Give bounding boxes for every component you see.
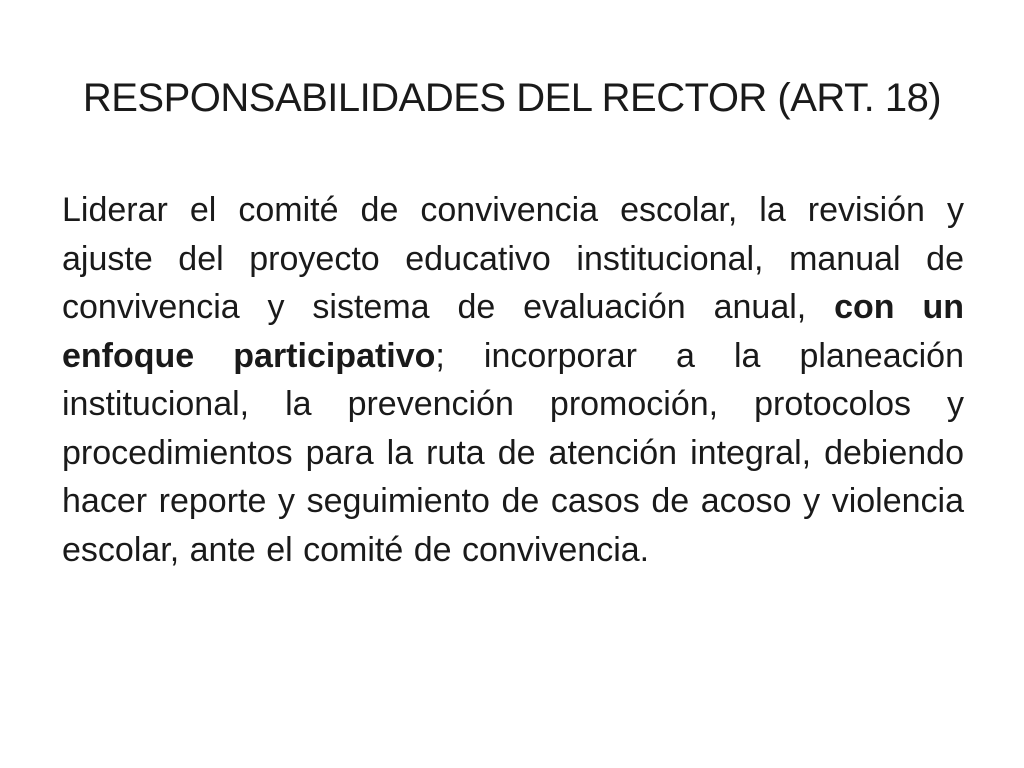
body-text-emphasis: con un enfoque participativo	[62, 288, 964, 375]
slide-body	[62, 186, 964, 574]
body-text-part1: Liderar el comité de convivencia escolar, la revisión y ajuste del proyecto educativo institucional, manual de convivencia y sistema de evaluación anual,	[62, 191, 964, 326]
body-text-part2: ; incorporar a la planeación institucional, la prevención promoción, protocolos y procedimientos para la ruta de atención integral, debiendo hacer reporte y seguimiento de casos de acoso y violencia escolar, ante el comité de convivencia.	[62, 336, 964, 569]
slide-title: RESPONSABILIDADES DEL RECTOR (ART. 18)	[82, 76, 942, 120]
